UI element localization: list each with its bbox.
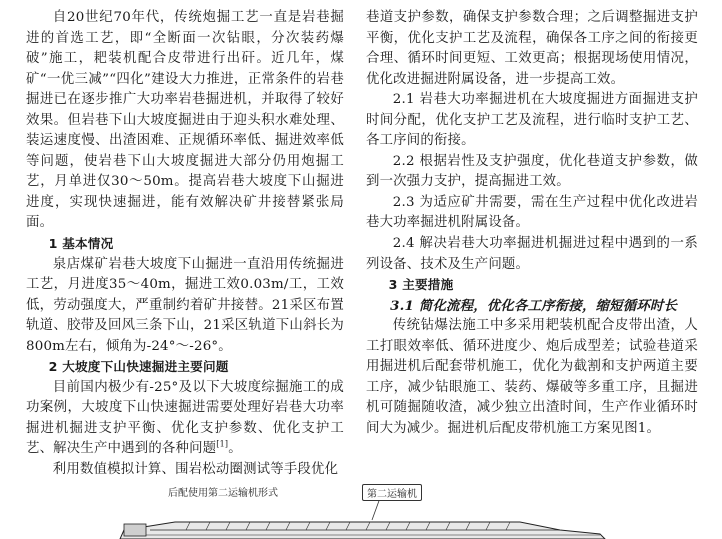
conveyor-figure [0,478,722,539]
basic-situation-paragraph: 泉店煤矿岩巷大坡度下山掘进一直沿用传统掘进工艺，月进度35～40m，掘进工效0.03m/工，工效低，劳动强度大，严重制约着矿井接替。21采区布置轨道、胶带及回风三条下山，21采区轨道下山斜长为800m左右，倾角为-24°～-26°。 [26,256,344,354]
section-heading-1: 1 基本情况 [48,236,114,252]
subsection-heading-3-1: 3.1 简化流程，优化各工序衔接，缩短循环时长 [390,297,678,314]
problems-text-end: 。 [228,441,242,457]
item-2-4: 2.4 解决岩巷大功率掘进机掘进过程中遇到的一系列设备、技术及生产问题。 [366,236,698,272]
methods-paragraph: 利用数值模拟计算、围岩松动圈测试等手段优化 [52,462,339,478]
label-leader-line [372,498,380,520]
figure-label: 第二运输机 [362,484,422,501]
conveyor-body [120,522,605,539]
machine-head [124,524,146,536]
section-heading-3: 3 主要措施 [388,277,454,293]
item-2-1: 2.1 岩巷大功率掘进机在大坡度掘进方面掘进支护时间分配，优化支护工艺及流程，进行临时支护工艺、各工序间的衔接。 [366,92,698,149]
figure-caption: 后配使用第二运输机形式 [168,488,278,499]
item-2-3: 2.3 为适应矿井需要，需在生产过程中优化改进岩巷大功率掘进机附属设备。 [366,194,698,231]
intro-paragraph: 自20世纪70年代，传统炮掘工艺一直是岩巷掘进的首选工艺，即“全断面一次钻眼，分次装药爆破”施工，耙装机配合皮带进行出矸。近几年，煤矿“一优三减”“四化”建设大力推进，正常条件的岩巷掘进已在逐步推广大功率岩巷掘进机，并取得了较好效果。但岩巷下山大坡度掘进由于迎头积水难处理、装运速度慢、出渣困难、正规循环率低、掘进效率低等问题，使岩巷下山大坡度掘进大部分仍用炮掘工艺，月单进仅30～50m。提高岩巷大坡度下山掘进进度，实现快速掘进，能有效解决矿井接替紧张局面。 [26,10,344,231]
problems-paragraph [26,378,344,460]
continued-paragraph: 巷道支护参数，确保支护参数合理；之后调整掘进支护平衡，优化支护工艺及流程，确保各工序之间的衔接更合理、循环时间更短、工效更高；根据现场使用情况，优化改进掘进附属设备，进一步提高工效。 [366,10,698,87]
left-column [26,8,344,481]
section-heading-2: 2 大坡度下山快速掘进主要问题 [48,359,229,375]
right-column [366,8,698,439]
measures-paragraph: 传统钻爆法施工中多采用耙装机配合皮带出渣，人工打眼效率低、循环进度少、炮后成型差；试验巷道采用掘进机后配套带机施工，优化为截割和支护两道主要工序，减少钻眼施工、装药、爆破等多重工序，且掘进机可随掘随收渣，减少独立出渣时间，生产作业循环时间大为减少。掘进机后配皮带机施工方案见图1。 [366,318,698,436]
item-2-2: 2.2 根据岩性及支护强度，优化巷道支护参数，做到一次强力支护，提高掘进工效。 [366,153,698,190]
reference-marker[interactable]: [1] [216,440,229,450]
problems-text: 目前国内极少有-25°及以下大坡度综掘施工的成功案例，大坡度下山快速掘进需要处理好岩巷大功率掘进机掘进支护平衡、优化支护参数、优化支护工艺、解决生产中遇到的各种问题 [26,379,344,457]
